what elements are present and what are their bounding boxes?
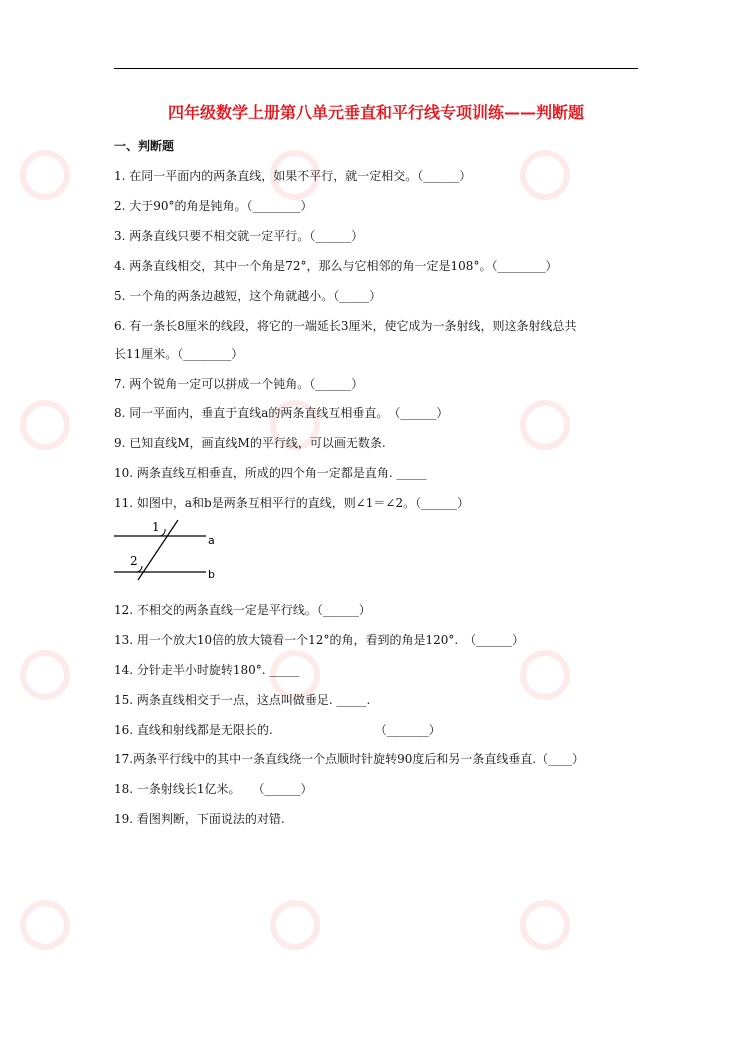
question-12: 12. 不相交的两条直线一定是平行线。（______） <box>114 603 371 617</box>
question-6-line2: 长11厘米。（________） <box>114 347 244 361</box>
line-a-label: a <box>208 534 215 547</box>
section-heading: 一、判断题 <box>114 139 175 153</box>
angle-1-arc <box>160 529 165 536</box>
question-10: 10. 两条直线互相垂直，所成的四个角一定都是直角. _____ <box>114 466 427 480</box>
line-b-label: b <box>208 568 215 581</box>
question-13: 13. 用一个放大10倍的放大镜看一个12°的角，看到的角是120°. （______） <box>114 633 525 647</box>
watermark-logo-icon <box>20 650 70 700</box>
question-15: 15. 两条直线相交于一点，这点叫做垂足. _____. <box>114 693 371 707</box>
parallel-lines-figure <box>114 518 224 586</box>
question-4: 4. 两条直线相交，其中一个角是72°，那么与它相邻的角一定是108°。（________） <box>114 259 558 273</box>
watermark-logo-icon <box>520 400 570 450</box>
question-9-text: 9. 已知直线M，画直线M的平行线，可以画无数条. <box>114 436 386 450</box>
question-14: 14. 分针走半小时旋转180°. _____ <box>114 663 300 677</box>
watermark-logo-icon <box>270 900 320 950</box>
question-1: 1. 在同一平面内的两条直线，如果不平行，就一定相交。（______） <box>114 169 472 183</box>
question-19: 19. 看图判断，下面说法的对错. <box>114 812 285 826</box>
question-2: 2. 大于90°的角是钝角。（________） <box>114 199 313 213</box>
watermark-logo-icon <box>20 900 70 950</box>
watermark-logo-icon <box>520 150 570 200</box>
question-6-line1: 6. 有一条长8厘米的线段，将它的一端延长3厘米，使它成为一条射线，则这条射线总共 <box>114 319 577 333</box>
header-rule <box>114 68 638 69</box>
watermark-logo-icon <box>20 400 70 450</box>
watermark-logo-icon <box>520 900 570 950</box>
question-11: 11. 如图中，a和b是两条互相平行的直线，则∠1＝∠2。（______） <box>114 496 470 510</box>
question-17: 17.两条平行线中的其中一条直线绕一个点顺时针旋转90度后和另一条直线垂直.（____） <box>114 752 585 766</box>
watermark-logo-icon <box>20 150 70 200</box>
page-title: 四年级数学上册第八单元垂直和平行线专项训练——判断题 <box>167 103 584 122</box>
question-18: 18. 一条射线长1亿米。 （______） <box>114 782 313 796</box>
angle-2-label: 2 <box>130 554 138 568</box>
angle-1-label: 1 <box>152 520 160 534</box>
question-5: 5. 一个角的两条边越短，这个角就越小。（_____） <box>114 289 382 303</box>
question-8: 8. 同一平面内，垂直于直线a的两条直线互相垂直。 （______） <box>114 406 449 420</box>
question-16: 16. 直线和射线都是无限长的. （_______） <box>114 723 441 737</box>
question-3: 3. 两条直线只要不相交就一定平行。（______） <box>114 229 364 243</box>
question-7: 7. 两个锐角一定可以拼成一个钝角。（______） <box>114 377 364 391</box>
watermark-logo-icon <box>520 650 570 700</box>
parallel-lines-diagram <box>114 518 224 582</box>
question-9 <box>114 434 386 451</box>
